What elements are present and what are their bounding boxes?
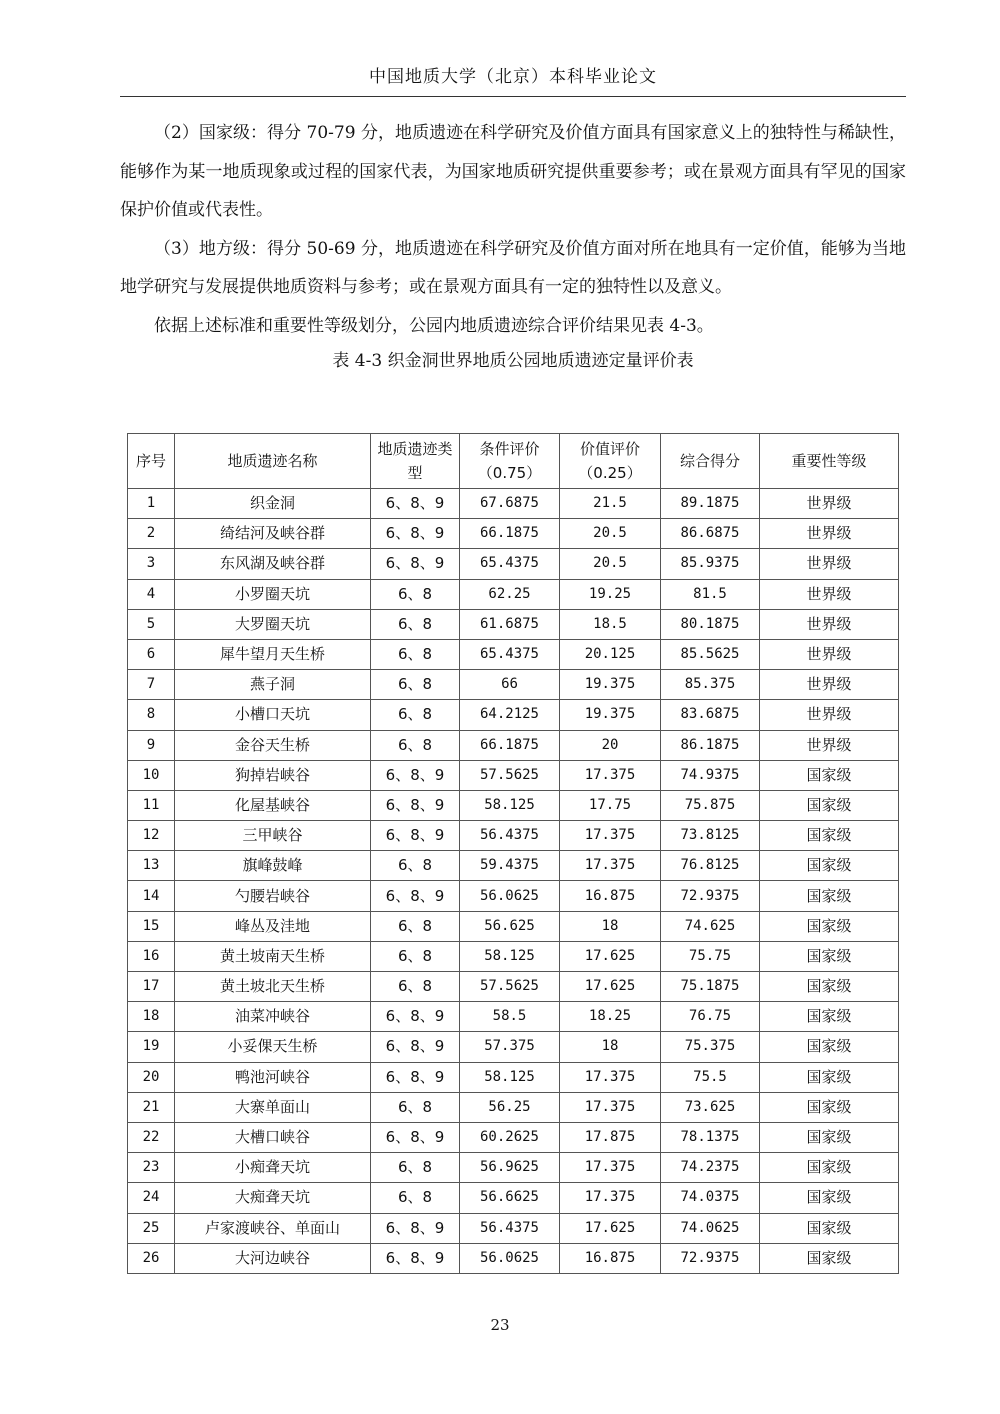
cell-name: 大罗圈天坑 (175, 609, 371, 639)
cell-total: 86.1875 (661, 730, 760, 760)
cell-name: 黄土坡北天生桥 (175, 972, 371, 1002)
cell-value: 17.375 (560, 1092, 661, 1122)
table-row (128, 821, 899, 851)
cell-level: 国家级 (760, 911, 899, 941)
cell-type: 6、8 (371, 670, 460, 700)
table-body (128, 489, 899, 1274)
cell-value: 20.5 (560, 519, 661, 549)
cell-no: 3 (128, 549, 175, 579)
table-row (128, 609, 899, 639)
cell-level: 国家级 (760, 1213, 899, 1243)
cell-condition: 57.5625 (460, 972, 560, 1002)
cell-type: 6、8、9 (371, 489, 460, 519)
header-name: 地质遗迹名称 (175, 434, 371, 489)
cell-total: 76.75 (661, 1002, 760, 1032)
cell-total: 72.9375 (661, 881, 760, 911)
cell-no: 18 (128, 1002, 175, 1032)
table-header-row (128, 434, 899, 489)
cell-condition: 64.2125 (460, 700, 560, 730)
cell-level: 国家级 (760, 790, 899, 820)
header-condition-score: 条件评价（0.75） (460, 434, 560, 489)
cell-type: 6、8、9 (371, 519, 460, 549)
header-no: 序号 (128, 434, 175, 489)
cell-type: 6、8、9 (371, 881, 460, 911)
cell-condition: 66.1875 (460, 519, 560, 549)
cell-value: 17.375 (560, 760, 661, 790)
cell-value: 18 (560, 911, 661, 941)
cell-name: 峰丛及洼地 (175, 911, 371, 941)
cell-total: 85.375 (661, 670, 760, 700)
paragraph-local-level: （3）地方级：得分 50-69 分，地质遗迹在科学研究及价值方面对所在地具有一定价值，能够为当地地学研究与发展提供地质资料与参考；或在景观方面具有一定的独特性以及意义。 (120, 238, 906, 297)
cell-value: 19.375 (560, 700, 661, 730)
table-caption: 表 4-3 织金洞世界地质公园地质遗迹定量评价表 (332, 351, 694, 371)
cell-no: 13 (128, 851, 175, 881)
cell-type: 6、8 (371, 700, 460, 730)
table-row (128, 760, 899, 790)
cell-no: 22 (128, 1122, 175, 1152)
cell-total: 85.5625 (661, 639, 760, 669)
cell-name: 绮结河及峡谷群 (175, 519, 371, 549)
table-row (128, 1092, 899, 1122)
cell-level: 世界级 (760, 670, 899, 700)
cell-type: 6、8 (371, 639, 460, 669)
cell-total: 73.8125 (661, 821, 760, 851)
cell-total: 73.625 (661, 1092, 760, 1122)
cell-condition: 58.5 (460, 1002, 560, 1032)
cell-condition: 56.9625 (460, 1153, 560, 1183)
cell-level: 国家级 (760, 851, 899, 881)
table-row (128, 519, 899, 549)
cell-no: 5 (128, 609, 175, 639)
table-row (128, 1002, 899, 1032)
cell-name: 化屋基峡谷 (175, 790, 371, 820)
cell-condition: 56.4375 (460, 821, 560, 851)
cell-type: 6、8、9 (371, 1243, 460, 1273)
cell-total: 75.1875 (661, 972, 760, 1002)
table-row (128, 911, 899, 941)
cell-type: 6、8 (371, 911, 460, 941)
cell-type: 6、8 (371, 609, 460, 639)
cell-name: 织金洞 (175, 489, 371, 519)
cell-value: 20.125 (560, 639, 661, 669)
cell-condition: 57.5625 (460, 760, 560, 790)
cell-no: 19 (128, 1032, 175, 1062)
cell-level: 世界级 (760, 489, 899, 519)
cell-type: 6、8、9 (371, 821, 460, 851)
cell-condition: 58.125 (460, 941, 560, 971)
cell-value: 17.625 (560, 941, 661, 971)
cell-no: 10 (128, 760, 175, 790)
cell-no: 20 (128, 1062, 175, 1092)
cell-value: 18.25 (560, 1002, 661, 1032)
table-row (128, 700, 899, 730)
header-type: 地质遗迹类型 (371, 434, 460, 489)
cell-total: 81.5 (661, 579, 760, 609)
cell-no: 12 (128, 821, 175, 851)
cell-no: 8 (128, 700, 175, 730)
cell-level: 国家级 (760, 760, 899, 790)
cell-total: 74.9375 (661, 760, 760, 790)
cell-name: 金谷天生桥 (175, 730, 371, 760)
cell-value: 17.375 (560, 1062, 661, 1092)
cell-value: 19.375 (560, 670, 661, 700)
cell-total: 89.1875 (661, 489, 760, 519)
cell-type: 6、8 (371, 1092, 460, 1122)
cell-name: 勺腰岩峡谷 (175, 881, 371, 911)
cell-type: 6、8、9 (371, 1062, 460, 1092)
cell-value: 20.5 (560, 549, 661, 579)
cell-level: 世界级 (760, 639, 899, 669)
cell-value: 17.375 (560, 821, 661, 851)
cell-condition: 56.0625 (460, 1243, 560, 1273)
cell-name: 东风湖及峡谷群 (175, 549, 371, 579)
cell-no: 1 (128, 489, 175, 519)
cell-total: 75.75 (661, 941, 760, 971)
table-row (128, 1122, 899, 1152)
table-row (128, 941, 899, 971)
cell-condition: 65.4375 (460, 549, 560, 579)
cell-level: 国家级 (760, 881, 899, 911)
cell-total: 80.1875 (661, 609, 760, 639)
cell-type: 6、8 (371, 941, 460, 971)
table-row (128, 1183, 899, 1213)
cell-type: 6、8 (371, 1183, 460, 1213)
cell-condition: 56.25 (460, 1092, 560, 1122)
cell-name: 黄土坡南天生桥 (175, 941, 371, 971)
cell-no: 17 (128, 972, 175, 1002)
cell-condition: 58.125 (460, 790, 560, 820)
cell-type: 6、8 (371, 851, 460, 881)
cell-value: 18.5 (560, 609, 661, 639)
geoheritage-evaluation-table (127, 433, 899, 1274)
cell-total: 76.8125 (661, 851, 760, 881)
cell-condition: 56.0625 (460, 881, 560, 911)
page-header: 中国地质大学（北京）本科毕业论文 (369, 67, 657, 87)
cell-condition: 57.375 (460, 1032, 560, 1062)
cell-no: 4 (128, 579, 175, 609)
cell-value: 16.875 (560, 881, 661, 911)
cell-name: 三甲峡谷 (175, 821, 371, 851)
table-row (128, 1153, 899, 1183)
table-row (128, 549, 899, 579)
cell-level: 国家级 (760, 941, 899, 971)
cell-total: 75.875 (661, 790, 760, 820)
cell-name: 小妥倮天生桥 (175, 1032, 371, 1062)
cell-total: 74.0625 (661, 1213, 760, 1243)
cell-condition: 60.2625 (460, 1122, 560, 1152)
table-row (128, 851, 899, 881)
cell-total: 83.6875 (661, 700, 760, 730)
body-text (120, 114, 906, 377)
cell-name: 油菜冲峡谷 (175, 1002, 371, 1032)
cell-name: 燕子洞 (175, 670, 371, 700)
table-row (128, 1213, 899, 1243)
cell-name: 大痴聋天坑 (175, 1183, 371, 1213)
cell-no: 11 (128, 790, 175, 820)
cell-no: 6 (128, 639, 175, 669)
cell-condition: 56.6625 (460, 1183, 560, 1213)
cell-type: 6、8、9 (371, 1122, 460, 1152)
cell-level: 世界级 (760, 730, 899, 760)
table-row (128, 1032, 899, 1062)
cell-no: 16 (128, 941, 175, 971)
header-value-score: 价值评价（0.25） (560, 434, 661, 489)
cell-type: 6、8、9 (371, 1002, 460, 1032)
cell-condition: 59.4375 (460, 851, 560, 881)
cell-type: 6、8 (371, 730, 460, 760)
cell-type: 6、8、9 (371, 1032, 460, 1062)
table-row (128, 972, 899, 1002)
table-row (128, 639, 899, 669)
cell-no: 24 (128, 1183, 175, 1213)
cell-type: 6、8 (371, 579, 460, 609)
header-rule (120, 96, 906, 97)
table-row (128, 489, 899, 519)
cell-no: 7 (128, 670, 175, 700)
cell-no: 23 (128, 1153, 175, 1183)
table-row (128, 881, 899, 911)
cell-type: 6、8、9 (371, 760, 460, 790)
cell-condition: 56.625 (460, 911, 560, 941)
cell-value: 16.875 (560, 1243, 661, 1273)
cell-level: 国家级 (760, 1153, 899, 1183)
cell-level: 世界级 (760, 579, 899, 609)
cell-condition: 62.25 (460, 579, 560, 609)
cell-name: 旗峰鼓峰 (175, 851, 371, 881)
cell-level: 国家级 (760, 1122, 899, 1152)
cell-no: 14 (128, 881, 175, 911)
cell-type: 6、8 (371, 972, 460, 1002)
cell-name: 卢家渡峡谷、单面山 (175, 1213, 371, 1243)
cell-total: 74.625 (661, 911, 760, 941)
cell-condition: 66 (460, 670, 560, 700)
cell-level: 国家级 (760, 972, 899, 1002)
cell-value: 18 (560, 1032, 661, 1062)
cell-no: 2 (128, 519, 175, 549)
cell-value: 17.875 (560, 1122, 661, 1152)
cell-value: 17.625 (560, 972, 661, 1002)
cell-condition: 66.1875 (460, 730, 560, 760)
page-number: 23 (490, 1316, 510, 1334)
table-row (128, 579, 899, 609)
cell-condition: 61.6875 (460, 609, 560, 639)
cell-total: 74.0375 (661, 1183, 760, 1213)
cell-level: 国家级 (760, 1243, 899, 1273)
cell-level: 国家级 (760, 1092, 899, 1122)
cell-no: 26 (128, 1243, 175, 1273)
cell-level: 世界级 (760, 609, 899, 639)
cell-level: 国家级 (760, 1062, 899, 1092)
paragraph-national-level: （2）国家级：得分 70-79 分，地质遗迹在科学研究及价值方面具有国家意义上的独特性与稀缺性，能够作为某一地质现象或过程的国家代表，为国家地质研究提供重要参考；或在景观方面具有罕见的国家保护价值或代表性。 (120, 123, 906, 220)
cell-type: 6、8 (371, 1153, 460, 1183)
cell-name: 鸭池河峡谷 (175, 1062, 371, 1092)
header-importance-level: 重要性等级 (760, 434, 899, 489)
cell-condition: 65.4375 (460, 639, 560, 669)
cell-total: 74.2375 (661, 1153, 760, 1183)
cell-name: 大槽口峡谷 (175, 1122, 371, 1152)
cell-level: 国家级 (760, 1183, 899, 1213)
cell-name: 大寨单面山 (175, 1092, 371, 1122)
cell-level: 国家级 (760, 1032, 899, 1062)
cell-total: 86.6875 (661, 519, 760, 549)
cell-type: 6、8、9 (371, 1213, 460, 1243)
cell-name: 大河边峡谷 (175, 1243, 371, 1273)
cell-condition: 56.4375 (460, 1213, 560, 1243)
cell-name: 小槽口天坑 (175, 700, 371, 730)
cell-level: 世界级 (760, 549, 899, 579)
cell-level: 国家级 (760, 821, 899, 851)
table-row (128, 730, 899, 760)
cell-level: 世界级 (760, 700, 899, 730)
table-row (128, 1062, 899, 1092)
cell-condition: 58.125 (460, 1062, 560, 1092)
cell-name: 小罗圈天坑 (175, 579, 371, 609)
cell-value: 17.375 (560, 1183, 661, 1213)
cell-total: 72.9375 (661, 1243, 760, 1273)
cell-total: 75.375 (661, 1032, 760, 1062)
table-row (128, 790, 899, 820)
cell-value: 17.75 (560, 790, 661, 820)
cell-total: 85.9375 (661, 549, 760, 579)
cell-name: 狗掉岩峡谷 (175, 760, 371, 790)
cell-no: 15 (128, 911, 175, 941)
header-total-score: 综合得分 (661, 434, 760, 489)
cell-no: 25 (128, 1213, 175, 1243)
table-row (128, 670, 899, 700)
cell-value: 21.5 (560, 489, 661, 519)
cell-level: 国家级 (760, 1002, 899, 1032)
cell-no: 9 (128, 730, 175, 760)
cell-value: 17.375 (560, 1153, 661, 1183)
cell-value: 17.375 (560, 851, 661, 881)
cell-value: 20 (560, 730, 661, 760)
cell-type: 6、8、9 (371, 549, 460, 579)
cell-condition: 67.6875 (460, 489, 560, 519)
cell-value: 19.25 (560, 579, 661, 609)
cell-total: 75.5 (661, 1062, 760, 1092)
cell-name: 小痴聋天坑 (175, 1153, 371, 1183)
cell-level: 世界级 (760, 519, 899, 549)
cell-total: 78.1375 (661, 1122, 760, 1152)
cell-no: 21 (128, 1092, 175, 1122)
cell-name: 犀牛望月天生桥 (175, 639, 371, 669)
paragraph-table-intro: 依据上述标准和重要性等级划分，公园内地质遗迹综合评价结果见表 4-3。 (154, 315, 714, 336)
cell-type: 6、8、9 (371, 790, 460, 820)
table-row (128, 1243, 899, 1273)
cell-value: 17.625 (560, 1213, 661, 1243)
